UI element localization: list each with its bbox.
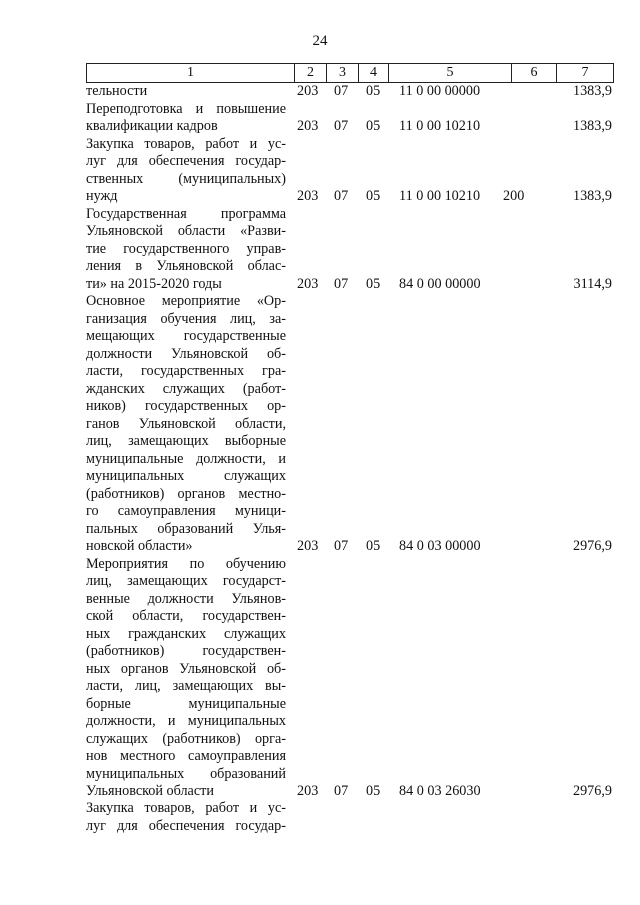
header-col-3: 3 xyxy=(327,64,359,82)
description-line: лиц, замещающих государст- xyxy=(86,573,286,589)
cell-c7: 1383,9 xyxy=(572,188,612,204)
row-values xyxy=(86,538,614,556)
description-line: ласти, лиц, замещающих вы- xyxy=(86,678,286,694)
table-row xyxy=(86,800,614,835)
description-line: Закупка товаров, работ и ус- xyxy=(86,135,286,152)
cell-c4: 05 xyxy=(366,275,381,292)
description-line: (работников) государствен- xyxy=(86,643,286,659)
cell-c2: 203 xyxy=(297,783,319,799)
description-line: луг для обеспечения государ- xyxy=(86,817,286,834)
row-values xyxy=(86,83,614,101)
description-line: Переподготовка и повышение xyxy=(86,100,286,117)
header-col-1: 1 xyxy=(87,64,295,82)
row-values xyxy=(86,783,614,801)
description-line: ганизация обучения лиц, за- xyxy=(86,310,286,327)
description-line: ганов Ульяновской области, xyxy=(86,415,286,432)
cell-c2: 203 xyxy=(297,538,319,554)
header-col-6: 6 xyxy=(512,64,557,82)
description-line: Мероприятия по обучению xyxy=(86,555,286,572)
cell-c6: 200 xyxy=(503,188,525,204)
description-line: (работников) органов местно- xyxy=(86,485,286,502)
table-row xyxy=(86,83,614,101)
description-line: лиц, замещающих выборные xyxy=(86,433,286,449)
header-col-2: 2 xyxy=(295,64,327,82)
description-line: ления в Ульяновской облас- xyxy=(86,258,286,274)
description-line: должности, и муниципальных xyxy=(86,713,286,729)
description-line: муниципальных образований xyxy=(86,765,286,782)
cell-c4: 05 xyxy=(366,538,381,554)
description-line: ных гражданских служащих xyxy=(86,625,286,642)
page-number: 24 xyxy=(312,33,328,49)
cell-c7: 1383,9 xyxy=(572,83,612,99)
header-col-4: 4 xyxy=(359,64,389,82)
cell-c5: 84 0 03 26030 xyxy=(399,783,481,799)
description-line: Ульяновской области xyxy=(86,783,214,799)
table-row xyxy=(86,556,614,801)
description-line: венные должности Ульянов- xyxy=(86,590,286,607)
description-line: ласти, государственных гра- xyxy=(86,363,286,379)
description-line: нужд xyxy=(86,188,118,204)
table-row xyxy=(86,136,614,206)
row-values xyxy=(86,118,614,136)
table-header-row xyxy=(86,63,614,83)
description-line: ти» на 2015-2020 годы xyxy=(86,275,222,292)
cell-c2: 203 xyxy=(297,188,319,204)
row-values xyxy=(86,276,614,294)
cell-c5: 84 0 03 00000 xyxy=(399,538,481,554)
cell-c2: 203 xyxy=(297,118,319,134)
description-line: ственных (муниципальных) xyxy=(86,170,286,187)
table-row xyxy=(86,101,614,136)
description-line: Закупка товаров, работ и ус- xyxy=(86,800,286,816)
description-line: квалификации кадров xyxy=(86,118,218,134)
description-line: го самоуправления муници- xyxy=(86,503,286,519)
cell-c3: 07 xyxy=(334,118,349,134)
description-line: должности Ульяновской об- xyxy=(86,345,286,362)
description-line: луг для обеспечения государ- xyxy=(86,153,286,169)
cell-c7: 1383,9 xyxy=(572,118,612,134)
table-row xyxy=(86,206,614,294)
description-line: пальных образований Улья- xyxy=(86,520,286,537)
description-line: Основное мероприятие «Ор- xyxy=(86,293,286,309)
cell-c7: 2976,9 xyxy=(572,538,612,554)
header-col-5: 5 xyxy=(389,64,512,82)
cell-c3: 07 xyxy=(334,275,349,292)
description-line: муниципальных служащих xyxy=(86,468,286,484)
description-line: мещающих государственные xyxy=(86,328,286,344)
cell-c4: 05 xyxy=(366,188,381,204)
row-description xyxy=(86,293,286,556)
cell-c3: 07 xyxy=(334,783,349,799)
description-line: ников) государственных ор- xyxy=(86,398,286,414)
row-values xyxy=(86,818,614,836)
description-line: ской области, государствен- xyxy=(86,608,286,624)
description-line: Государственная программа xyxy=(86,205,286,222)
description-line: нов местного самоуправления xyxy=(86,748,286,764)
description-line: тельности xyxy=(86,83,148,99)
cell-c5: 11 0 00 10210 xyxy=(399,188,481,204)
description-line: служащих (работников) орга- xyxy=(86,730,286,747)
cell-c3: 07 xyxy=(334,188,349,204)
description-line: Ульяновской области «Разви- xyxy=(86,223,286,239)
description-line: борные муниципальные xyxy=(86,695,286,712)
table-row xyxy=(86,293,614,556)
cell-c5: 11 0 00 10210 xyxy=(399,118,481,134)
cell-c5: 84 0 00 00000 xyxy=(399,275,481,292)
cell-c2: 203 xyxy=(297,83,319,99)
description-line: ных органов Ульяновской об- xyxy=(86,660,286,677)
cell-c4: 05 xyxy=(366,783,381,799)
description-line: новской области» xyxy=(86,538,193,554)
cell-c7: 3114,9 xyxy=(573,275,612,292)
header-col-7: 7 xyxy=(581,65,589,80)
cell-c7: 2976,9 xyxy=(572,783,612,799)
row-description xyxy=(86,556,286,801)
description-line: тие государственного управ- xyxy=(86,240,286,257)
row-values xyxy=(86,188,614,206)
cell-c3: 07 xyxy=(334,538,349,554)
description-line: муниципальные должности, и xyxy=(86,450,286,467)
cell-c5: 11 0 00 00000 xyxy=(399,83,481,99)
cell-c4: 05 xyxy=(366,118,381,134)
cell-c2: 203 xyxy=(297,275,319,292)
description-line: жданских служащих (работ- xyxy=(86,380,286,397)
cell-c4: 05 xyxy=(366,83,381,99)
cell-c3: 07 xyxy=(334,83,349,99)
